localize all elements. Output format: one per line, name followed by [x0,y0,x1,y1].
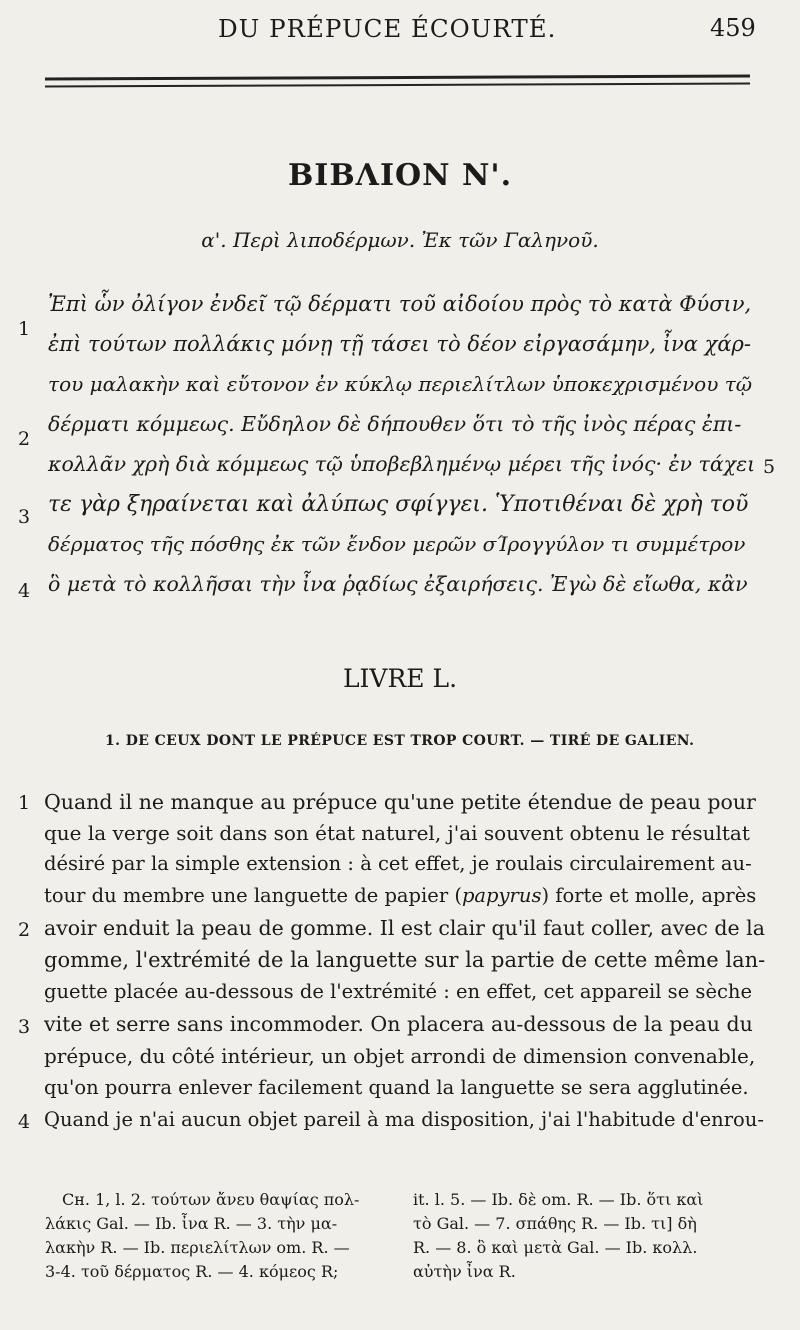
french-line: Quand il ne manque au prépuce qu'une petite étendue de peau pour [44,790,756,814]
french-line: que la verge soit dans son état naturel, j'ai souvent obtenu le résultat [44,821,750,845]
french-line: guette placée au-dessous de l'extrémité : en effet, cet appareil se sèche [44,980,752,1003]
french-line: gomme, l'extrémité de la languette sur la partie de cette même lan- [44,948,766,972]
greek-line: Ἐπὶ ὧν ὀλίγον ἐνδεῖ τῷ δέρματι τοῦ αἰδοίου πρὸς τὸ κατὰ Φύσιν, [48,292,752,316]
french-line: qu'on pourra enlever facilement quand la languette se sera agglutinée. [44,1076,749,1099]
french-margin-number: 1 [18,792,31,814]
french-chapter-heading: 1. DE CEUX DONT LE PRÉPUCE EST TROP COURT. — TIRÉ DE GALIEN. [105,733,695,749]
french-line: désiré par la simple extension : à cet effet, je roulais circulairement au- [44,852,752,875]
french-line [44,884,756,907]
french-book-title: LIVRE L. [342,664,458,693]
french-line: prépuce, du côté intérieur, un objet arrondi de dimension convenable, [44,1044,756,1068]
note-right-line: it. l. 5. — Ib. δὲ om. R. — Ib. ὅτι καὶ [413,1190,704,1209]
note-left-line: 3-4. τοῦ δέρματος R. — 4. κόμεος R; [45,1262,339,1281]
french-margin-number: 2 [18,919,31,941]
note-left-line: Cʜ. 1, l. 2. τούτων ἄνευ θαψίας πολ- [62,1190,360,1209]
french-line-part: tour du membre une languette de papier (papyrus) forte et molle, après [44,884,757,907]
note-right-line: R. — 8. ὃ καὶ μετὰ Gal. — Ib. κολλ. [413,1238,698,1257]
greek-line: ὃ μετὰ τὸ κολλῆσαι τὴν ἶνα ῥᾳδίως ἐξαιρήσεις. Ἐγὼ δὲ εἴωθα, κἂν [48,572,748,596]
header-rule-thin [45,82,750,87]
greek-margin-number: 5 [763,456,776,478]
greek-line: ἐπὶ τούτων πολλάκις μόνῃ τῇ τάσει τὸ δέον εἰργασάμην, ἶνα χάρ- [48,332,751,356]
note-left-line: λάκις Gal. — Ib. ἶνα R. — 3. τὴν μα- [45,1214,338,1233]
note-right-line: τὸ Gal. — 7. σπάθης R. — Ib. τι] δὴ [413,1214,697,1233]
greek-line: κολλᾶν χρὴ διὰ κόμμεως τῷ ὑποβεβλημένῳ μέρει τῆς ἰνός· ἐν τάχει [48,452,756,476]
greek-line: δέρματι κόμμεως. Εὔδηλον δὲ δήπουθεν ὅτι τὸ τῆς ἰνὸς πέρας ἐπι- [48,412,742,436]
greek-book-title: ΒΙΒΛΙΟΝ Ν'. [287,158,513,193]
greek-margin-number: 4 [18,580,31,602]
greek-line: του μαλακὴν καὶ εὔτονον ἐν κύκλῳ περιελίτλων ὑποκεχρισμένου τῷ [48,372,753,396]
page-number: 459 [710,14,756,42]
greek-chapter-heading: α'. Περὶ λιποδέρμων. Ἐκ τῶν Γαληνοῦ. [201,228,599,252]
french-line: Quand je n'ai aucun objet pareil à ma disposition, j'ai l'habitude d'enrou- [44,1108,764,1131]
header-rule-thick [45,74,750,80]
french-line: avoir enduit la peau de gomme. Il est clair qu'il faut coller, avec de la [44,916,765,940]
note-left-line: λακὴν R. — Ib. περιελίτλων om. R. — [45,1238,350,1257]
note-right-line: αὐτὴν ἶνα R. [413,1262,516,1281]
italic-word: papyrus [461,884,542,907]
greek-margin-number: 3 [18,506,31,528]
greek-margin-number: 2 [18,428,31,450]
running-header-title: DU PRÉPUCE ÉCOURTÉ. [218,14,557,43]
greek-line: δέρματος τῆς πόσθης ἐκ τῶν ἔνδον μερῶν σΊρογγύλον τι συμμέτρον [48,532,746,556]
french-margin-number: 4 [18,1111,31,1133]
french-margin-number: 3 [18,1016,31,1038]
greek-margin-number: 1 [18,318,31,340]
french-line: vite et serre sans incommoder. On placera au-dessous de la peau du [44,1012,753,1036]
greek-line: τε γὰρ ξηραίνεται καὶ ἀλύπως σφίγγει. Ὑποτιθέναι δὲ χρὴ τοῦ [48,492,749,517]
